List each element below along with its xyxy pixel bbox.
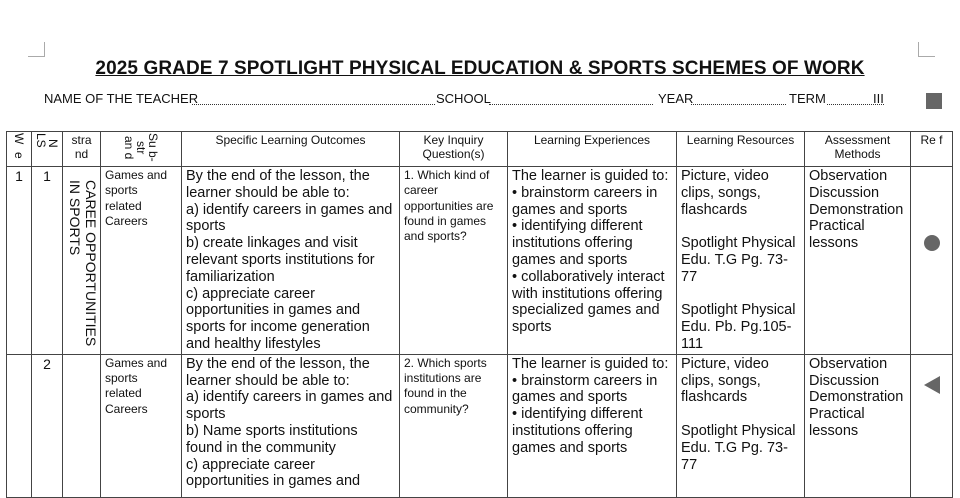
teacher-name-blank[interactable] bbox=[192, 104, 435, 105]
cell-week: 1 bbox=[7, 167, 32, 355]
lr-item: Picture, video clips, songs, flashcards bbox=[681, 355, 769, 406]
am-item: Practical lessons bbox=[809, 218, 865, 252]
slo-line: c) appreciate career opportunities in games and bbox=[186, 456, 361, 490]
crop-mark-top-left bbox=[28, 42, 45, 57]
triangle-left-icon bbox=[924, 376, 940, 394]
le-line: specialized games and sports bbox=[512, 302, 660, 336]
cell-kiq: 2. Which sports institutions are found in the community? bbox=[400, 354, 508, 497]
am-item: Practical lessons bbox=[809, 406, 865, 439]
cell-lesson: 2 bbox=[32, 354, 63, 497]
le-line: • brainstorm careers in games and sports bbox=[512, 372, 658, 406]
lr-item: Spotlight Physical Edu. Pb. Pg.105-111 bbox=[681, 302, 796, 352]
le-line: The learner is guided to: bbox=[512, 168, 669, 184]
slo-line: a) identify careers in games and sports bbox=[186, 201, 393, 235]
cell-ref bbox=[911, 167, 953, 355]
header-week-text: W bbox=[12, 133, 26, 145]
table-row bbox=[7, 354, 953, 497]
lr-item: Spotlight Physical Edu. T.G Pg. 73-77 bbox=[681, 422, 796, 473]
cell-strand bbox=[63, 167, 101, 355]
crop-mark-top-right bbox=[918, 42, 935, 57]
cell-week bbox=[7, 354, 32, 497]
table-row bbox=[7, 167, 953, 355]
term-value: III bbox=[873, 91, 884, 106]
slo-line: c) appreciate career opportunities in games and sports for income generation and healthy lifestyles bbox=[186, 285, 370, 352]
cell-le bbox=[508, 167, 677, 355]
year-blank[interactable] bbox=[691, 104, 786, 105]
header-le: Learning Experiences bbox=[508, 132, 677, 167]
am-item: Demonstration bbox=[809, 389, 904, 406]
header-week bbox=[7, 132, 32, 167]
teacher-label: NAME OF THE TEACHER bbox=[44, 91, 199, 106]
am-item: Observation bbox=[809, 168, 888, 184]
square-icon bbox=[926, 93, 942, 109]
slo-line: b) create linkages and visit relevant sports institutions for familiarization bbox=[186, 235, 375, 285]
year-label: YEAR bbox=[658, 91, 694, 106]
header-ref: Re f bbox=[911, 132, 953, 167]
cell-am bbox=[805, 167, 911, 355]
le-line: • collaboratively interact with institutions offering bbox=[512, 268, 665, 302]
header-slo: Specific Learning Outcomes bbox=[182, 132, 400, 167]
cell-le bbox=[508, 354, 677, 497]
strand-text: CAREE OPPORTUNITIES IN SPORTS bbox=[67, 180, 99, 347]
school-blank[interactable] bbox=[489, 104, 653, 105]
slo-line: b) Name sports institutions found in the community bbox=[186, 422, 358, 456]
le-line: The learner is guided to: bbox=[512, 355, 669, 372]
slo-line: By the end of the lesson, the learner should be able to: bbox=[186, 355, 370, 389]
header-strand: stra nd bbox=[63, 132, 101, 167]
header-substrand bbox=[101, 132, 182, 167]
am-item: Discussion bbox=[809, 184, 880, 201]
cell-ref bbox=[911, 354, 953, 497]
cell-kiq: 1. Which kind of career opportunities are found in games and sports? bbox=[400, 167, 508, 355]
table-header-row bbox=[7, 132, 953, 167]
cell-lr bbox=[677, 167, 805, 355]
header-lesson bbox=[32, 132, 63, 167]
le-line: • identifying different institutions offering games and sports bbox=[512, 218, 643, 268]
lr-item: Picture, video clips, songs, flashcards bbox=[681, 168, 769, 218]
le-line: • identifying different institutions offering games and sports bbox=[512, 406, 643, 456]
cell-substrand: Games and sports related Careers bbox=[101, 167, 182, 355]
cell-slo bbox=[182, 354, 400, 497]
header-lr: Learning Resources bbox=[677, 132, 805, 167]
header-lesson-text-2: N bbox=[46, 139, 60, 148]
slo-line: By the end of the lesson, the learner should be able to: bbox=[186, 168, 370, 201]
schemes-table bbox=[6, 131, 953, 498]
header-kiq: Key Inquiry Question(s) bbox=[400, 132, 508, 167]
am-item: Observation bbox=[809, 355, 888, 372]
header-lesson-text: LS bbox=[34, 133, 48, 148]
le-line: • brainstorm careers in games and sports bbox=[512, 184, 658, 218]
circle-icon bbox=[924, 235, 940, 251]
cell-lesson: 1 bbox=[32, 167, 63, 355]
cell-slo bbox=[182, 167, 400, 355]
lr-item: Spotlight Physical Edu. T.G Pg. 73-77 bbox=[681, 235, 796, 285]
document-title: 2025 GRADE 7 SPOTLIGHT PHYSICAL EDUCATION & SPORTS SCHEMES OF WORK bbox=[95, 58, 865, 79]
am-item: Discussion bbox=[809, 372, 880, 389]
cell-lr bbox=[677, 354, 805, 497]
cell-substrand: Games and sports related Careers bbox=[101, 354, 182, 497]
header-week-text-2: e bbox=[12, 151, 26, 159]
header-am: Assessment Methods bbox=[805, 132, 911, 167]
cell-strand bbox=[63, 354, 101, 497]
am-item: Demonstration bbox=[809, 201, 904, 218]
header-substrand-text: Su b- str an d bbox=[122, 133, 160, 162]
cell-am bbox=[805, 354, 911, 497]
term-label: TERM bbox=[789, 91, 826, 106]
slo-line: a) identify careers in games and sports bbox=[186, 389, 393, 423]
school-label: SCHOOL bbox=[436, 91, 491, 106]
